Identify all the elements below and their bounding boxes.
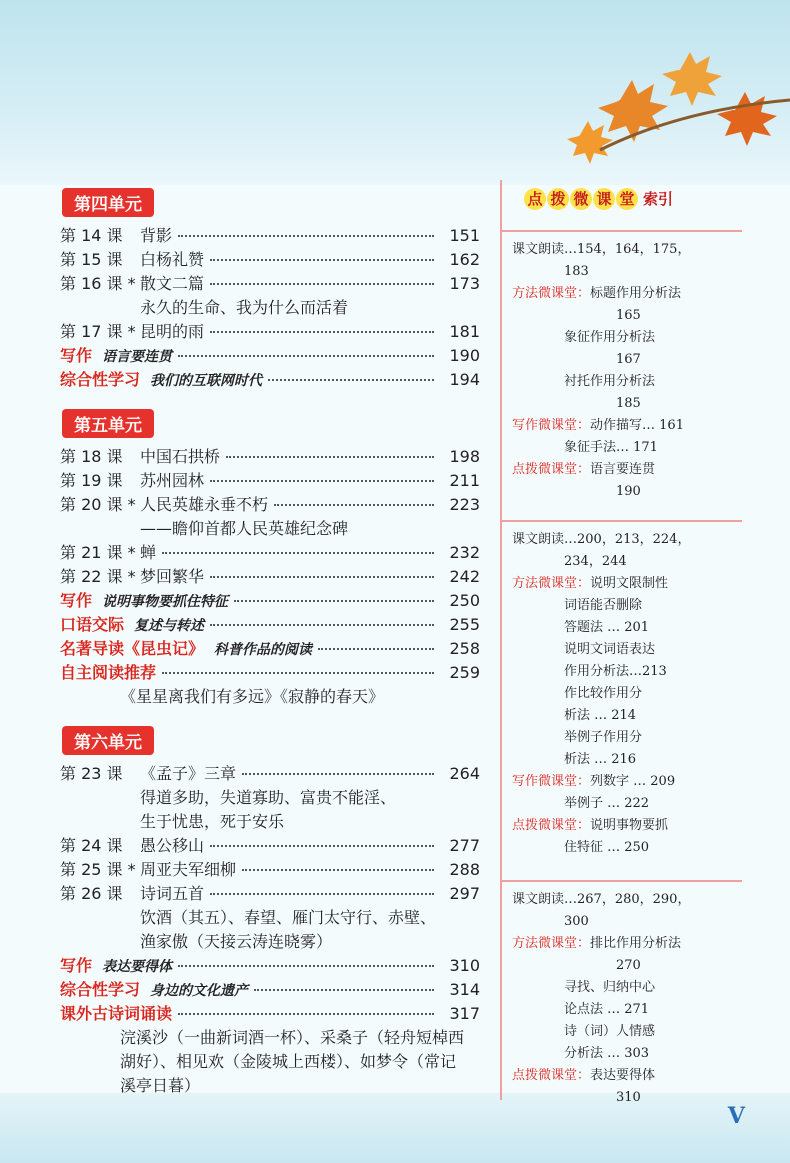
toc-row: [60, 881, 480, 905]
index-text: 象征作用分析法: [512, 330, 656, 345]
index-line: [512, 550, 742, 572]
lesson-title: 诗词五首: [140, 884, 205, 903]
index-line: [512, 616, 742, 638]
index-line: [512, 238, 742, 260]
toc-row: [60, 540, 480, 564]
index-text: 课文朗读…200，213，224，: [512, 532, 691, 547]
lesson-subtitle: 渔家傲（天接云涛连晓雾）: [140, 932, 333, 951]
index-title-char: 点: [524, 188, 546, 210]
lesson-number: 第 15 课: [60, 250, 123, 269]
page-ref: 151: [449, 226, 480, 245]
index-line: [512, 726, 742, 748]
index-line: [512, 638, 742, 660]
leader-dots: [318, 648, 434, 650]
lesson-subtitle: 永久的生命、我为什么而活着: [140, 298, 349, 317]
index-line: [512, 1086, 742, 1108]
index-line: [512, 748, 742, 770]
lesson-title: 昆明的雨: [140, 322, 205, 341]
index-text: 课文朗读…154，164，175，: [512, 242, 691, 257]
index-text: 310: [512, 1090, 641, 1105]
toc-extra-row: [60, 612, 480, 636]
lesson-number: 第 23 课: [60, 764, 123, 783]
page-number: V: [727, 1103, 745, 1129]
toc-row: [60, 761, 480, 785]
toc-extra-row: [60, 636, 480, 660]
leader-dots: [178, 965, 434, 967]
leader-dots: [268, 379, 434, 381]
index-block-unit4: [512, 238, 742, 502]
section-label: 综合性学习: [60, 980, 141, 999]
section-label: 写作: [60, 591, 93, 610]
lesson-title: 《孟子》三章: [140, 764, 237, 783]
section-subtitle: 《星星离我们有多远》《寂静的春天》: [120, 687, 385, 706]
lesson-title: 蝉: [140, 543, 157, 562]
section-title: 说明事物要抓住特征: [102, 594, 229, 610]
lesson-number: 第 24 课: [60, 836, 123, 855]
lesson-subtitle: 饮酒（其五）、春望、雁门太守行、赤壁、: [140, 908, 437, 927]
index-line: [512, 954, 742, 976]
index-line: [512, 326, 742, 348]
lesson-title: 背影: [140, 226, 173, 245]
section-label: 综合性学习: [60, 370, 141, 389]
toc-extra-row: [60, 367, 480, 391]
maple-leaves-decoration: [560, 40, 790, 200]
index-line: [512, 976, 742, 998]
index-text: 作比较作用分: [512, 686, 643, 701]
lesson-number: 第 19 课: [60, 471, 123, 490]
lesson-title: 梦回繁华: [140, 567, 205, 586]
page-ref: 258: [449, 639, 480, 658]
page-ref: 198: [449, 447, 480, 466]
index-text: 分析法 … 303: [512, 1046, 650, 1061]
leader-dots: [242, 773, 434, 775]
lesson-number: 第 21 课 *: [60, 543, 136, 562]
index-text: 论点法 … 271: [512, 1002, 650, 1017]
index-text: 衬托作用分析法: [512, 374, 656, 389]
index-line: [512, 458, 742, 480]
index-line: [512, 528, 742, 550]
index-text: 动作描写… 161: [590, 418, 684, 433]
toc-row: [60, 319, 480, 343]
index-line: [512, 282, 742, 304]
toc-row: [60, 857, 480, 881]
lesson-number: 第 22 课 *: [60, 567, 136, 586]
toc-extra-row: [60, 1001, 480, 1025]
index-line: [512, 888, 742, 910]
index-label: 方法微课堂：: [512, 286, 591, 301]
section-label: 口语交际: [60, 615, 125, 634]
index-text: 答题法 … 201: [512, 620, 650, 635]
lesson-subtitle: ——瞻仰首都人民英雄纪念碑: [140, 519, 349, 538]
index-title: [524, 188, 673, 210]
lesson-number: 第 25 课 *: [60, 860, 136, 879]
lesson-title: 苏州园林: [140, 471, 205, 490]
index-text: 语言要连贯: [590, 462, 656, 477]
index-line: [512, 998, 742, 1020]
index-divider: [502, 520, 742, 522]
index-label: 点拨微课堂：: [512, 462, 591, 477]
page-ref: 232: [449, 543, 480, 562]
index-text: 说明文限制性: [590, 576, 669, 591]
index-line: [512, 682, 742, 704]
section-label: 课外古诗词诵读: [60, 1004, 173, 1023]
index-text: 作用分析法…213: [512, 664, 667, 679]
index-line: [512, 436, 742, 458]
lesson-title: 人民英雄永垂不朽: [140, 495, 269, 514]
index-block-unit5: [512, 528, 742, 858]
index-text: 185: [512, 396, 641, 411]
section-subtitle: 浣溪沙（一曲新词酒一杯）、采桑子（轻舟短棹西: [120, 1028, 465, 1047]
index-label: 方法微课堂：: [512, 576, 591, 591]
lesson-title: 愚公移山: [140, 836, 205, 855]
index-text: 寻找、归纳中心: [512, 980, 656, 995]
index-text: 析法 … 216: [512, 752, 637, 767]
index-divider: [502, 880, 742, 882]
index-text: 表达要得体: [590, 1068, 656, 1083]
index-text: 课文朗读…267，280，290，: [512, 892, 691, 907]
lesson-subtitle: 得道多助，失道寡助、富贵不能淫、: [140, 788, 397, 807]
section-subtitle: 湖好）、相见欢（金陵城上西楼）、如梦令（常记: [120, 1052, 457, 1071]
index-line: [512, 1020, 742, 1042]
index-text: 300: [512, 914, 589, 929]
leader-dots: [210, 624, 434, 626]
page-ref: 181: [449, 322, 480, 341]
toc-extra-row: [60, 953, 480, 977]
lesson-title: 周亚夫军细柳: [140, 860, 237, 879]
index-line: [512, 414, 742, 436]
leader-dots: [226, 456, 434, 458]
page-ref: 211: [449, 471, 480, 490]
index-text: 举例子作用分: [512, 730, 643, 745]
index-text: 234，244: [512, 554, 627, 569]
index-text: 举例子 … 222: [512, 796, 650, 811]
leader-dots: [210, 331, 434, 333]
index-line: [512, 260, 742, 282]
leader-dots: [234, 600, 434, 602]
index-line: [512, 836, 742, 858]
unit6-tag: 第六单元: [62, 726, 154, 755]
index-label: 方法微课堂：: [512, 936, 591, 951]
index-line: [512, 704, 742, 726]
leader-dots: [178, 355, 434, 357]
lesson-number: 第 20 课 *: [60, 495, 136, 514]
index-line: [512, 480, 742, 502]
index-label: 点拨微课堂：: [512, 818, 591, 833]
index-line: [512, 348, 742, 370]
index-divider: [502, 230, 742, 232]
section-title: 复述与转述: [134, 618, 205, 634]
index-text: 析法 … 214: [512, 708, 637, 723]
toc-extra-row: [60, 588, 480, 612]
index-title-char: 拨: [547, 188, 569, 210]
leader-dots: [162, 552, 434, 554]
toc-row: [60, 468, 480, 492]
leader-dots: [210, 893, 434, 895]
section-label: 自主阅读推荐: [60, 663, 157, 682]
page-ref: 314: [449, 980, 480, 999]
page-ref: 277: [449, 836, 480, 855]
section-label: 写作: [60, 956, 93, 975]
lesson-title: 中国石拱桥: [140, 447, 221, 466]
leader-dots: [274, 504, 434, 506]
page-ref: 190: [449, 346, 480, 365]
unit4-tag: 第四单元: [62, 188, 154, 217]
index-text: 诗（词）人情感: [512, 1024, 656, 1039]
toc-row: [60, 444, 480, 468]
page-ref: 264: [449, 764, 480, 783]
index-text: 183: [512, 264, 589, 279]
page-ref: 194: [449, 370, 480, 389]
page-ref: 255: [449, 615, 480, 634]
index-line: [512, 792, 742, 814]
index-title-char: 堂: [616, 188, 638, 210]
section-title: 表达要得体: [102, 959, 173, 975]
index-line: [512, 660, 742, 682]
leader-dots: [210, 480, 434, 482]
index-label: 写作微课堂：: [512, 418, 591, 433]
index-line: [512, 1042, 742, 1064]
index-label: 写作微课堂：: [512, 774, 591, 789]
index-line: [512, 594, 742, 616]
page-ref: 310: [449, 956, 480, 975]
index-text: 列数字 … 209: [590, 774, 676, 789]
leader-dots: [242, 869, 434, 871]
index-text: 标题作用分析法: [590, 286, 682, 301]
lesson-number: 第 18 课: [60, 447, 123, 466]
lesson-title: 白杨礼赞: [140, 250, 205, 269]
leader-dots: [210, 283, 434, 285]
index-text: 住特征 … 250: [512, 840, 650, 855]
toc-row: [60, 271, 480, 295]
leader-dots: [210, 845, 434, 847]
index-line: [512, 392, 742, 414]
index-title-char: 课: [593, 188, 615, 210]
page-ref: 317: [449, 1004, 480, 1023]
page-ref: 297: [449, 884, 480, 903]
leader-dots: [210, 259, 434, 261]
toc-row: [60, 833, 480, 857]
index-text: 排比作用分析法: [590, 936, 682, 951]
toc-row: [60, 223, 480, 247]
index-label: 点拨微课堂：: [512, 1068, 591, 1083]
section-title: 科普作品的阅读: [214, 642, 313, 658]
section-label: 名著导读《昆虫记》: [60, 639, 205, 658]
index-text: 象征手法… 171: [512, 440, 658, 455]
index-text: 说明文词语表达: [512, 642, 656, 657]
lesson-number: 第 17 课 *: [60, 322, 136, 341]
index-line: [512, 1064, 742, 1086]
lesson-number: 第 14 课: [60, 226, 123, 245]
index-text: 词语能否删除: [512, 598, 643, 613]
page-ref: 162: [449, 250, 480, 269]
index-line: [512, 770, 742, 792]
index-line: [512, 304, 742, 326]
toc-extra-row: [60, 977, 480, 1001]
index-text: 167: [512, 352, 641, 367]
index-line: [512, 932, 742, 954]
index-line: [512, 572, 742, 594]
lesson-number: 第 26 课: [60, 884, 123, 903]
page-ref: 288: [449, 860, 480, 879]
page-ref: 250: [449, 591, 480, 610]
index-title-tail: 索引: [643, 190, 674, 208]
index-panel: [500, 180, 742, 1105]
toc-main: [60, 188, 480, 1097]
index-block-unit6: [512, 888, 742, 1108]
section-subtitle: 溪亭日暮）: [120, 1076, 201, 1095]
toc-row: [60, 247, 480, 271]
index-text: 270: [512, 958, 641, 973]
toc-row: [60, 492, 480, 516]
index-line: [512, 814, 742, 836]
leader-dots: [210, 576, 434, 578]
leader-dots: [178, 235, 434, 237]
index-text: 说明事物要抓: [590, 818, 669, 833]
lesson-subtitle: 生于忧患，死于安乐: [140, 812, 285, 831]
lesson-title: 散文二篇: [140, 274, 205, 293]
index-text: 165: [512, 308, 641, 323]
index-title-char: 微: [570, 188, 592, 210]
page-ref: 173: [449, 274, 480, 293]
section-title: 语言要连贯: [102, 349, 173, 365]
toc-row: [60, 564, 480, 588]
index-text: 190: [512, 484, 641, 499]
toc-extra-row: [60, 660, 480, 684]
leader-dots: [254, 989, 434, 991]
unit5-tag: 第五单元: [62, 409, 154, 438]
toc-extra-row: [60, 343, 480, 367]
page-ref: 223: [449, 495, 480, 514]
leader-dots: [178, 1013, 434, 1015]
leader-dots: [162, 672, 434, 674]
section-title: 身边的文化遗产: [150, 983, 249, 999]
index-line: [512, 370, 742, 392]
section-label: 写作: [60, 346, 93, 365]
lesson-number: 第 16 课 *: [60, 274, 136, 293]
header-banner: [0, 0, 790, 185]
page-ref: 242: [449, 567, 480, 586]
section-title: 我们的互联网时代: [150, 373, 263, 389]
index-line: [512, 910, 742, 932]
page-ref: 259: [449, 663, 480, 682]
